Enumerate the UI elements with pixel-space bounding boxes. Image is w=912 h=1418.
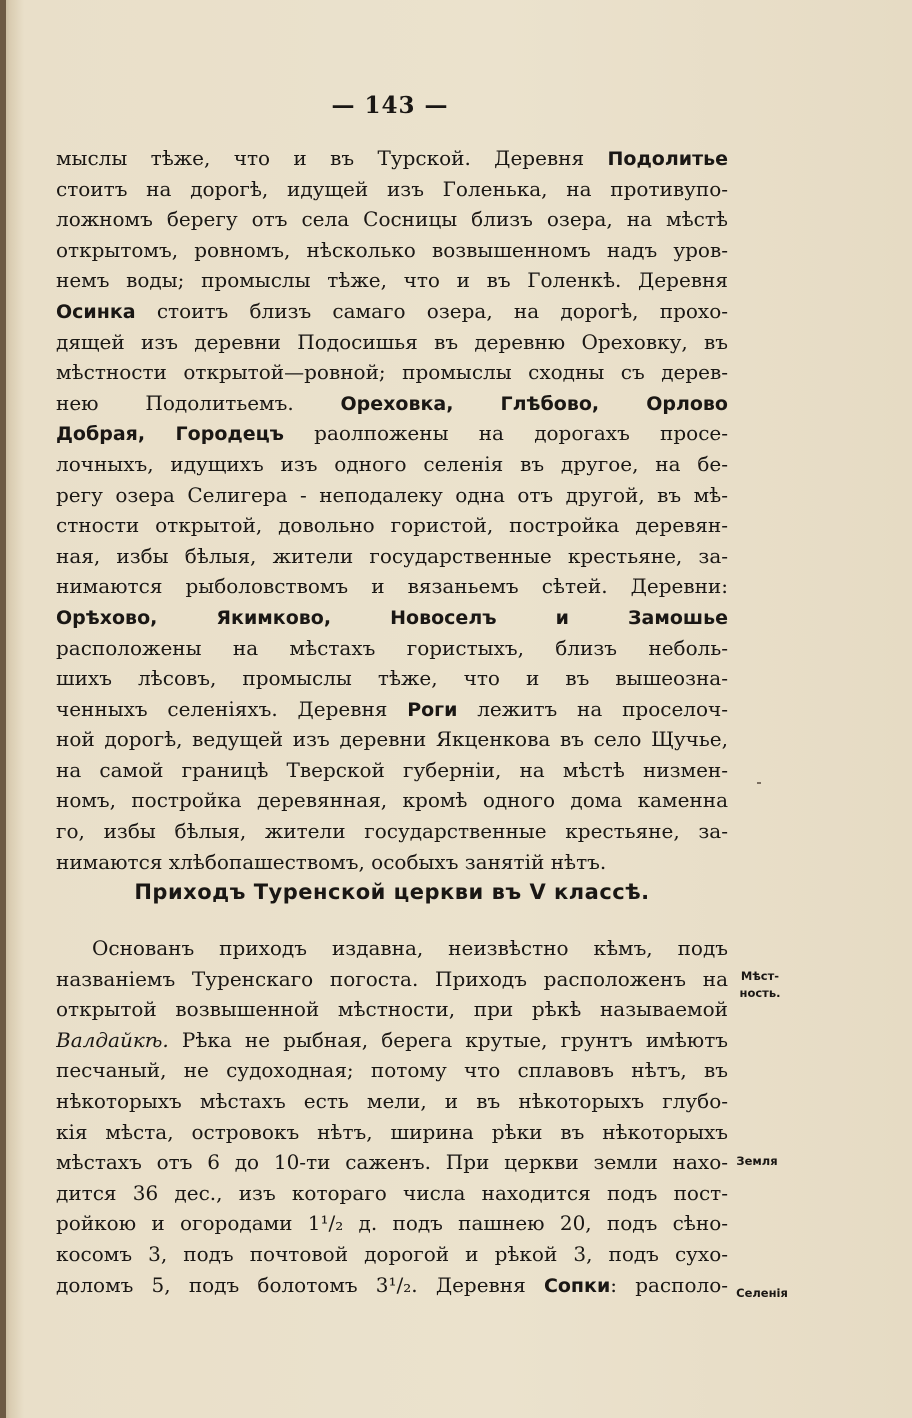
paragraph-parish: [56, 933, 728, 1300]
text-line: стоитъ на дорогѣ, идущей изъ Голенька, на противупо-: [56, 176, 728, 201]
text-line: номъ, постройка деревянная, кромѣ одного дома каменна: [56, 788, 728, 813]
text-line: мыслы тѣже, что и въ Турской. Деревня Подолитье: [56, 146, 728, 170]
village-name: Осинка: [56, 300, 136, 323]
text-line: дится 36 дес., изъ котораго числа находится подъ пост-: [56, 1180, 728, 1205]
village-name: Подолитье: [607, 148, 728, 170]
text-line: мѣстности открытой—ровной; промыслы сходны съ дерев-: [56, 360, 728, 385]
text-line: ная, избы бѣлыя, жители государственные крестьяне, за-: [56, 543, 728, 568]
text-line: доломъ 5, подъ болотомъ 3¹/₂. Деревня Сопки: располо-: [56, 1272, 728, 1297]
text-line: расположены на мѣстахъ гористыхъ, близъ неболь-: [56, 635, 728, 660]
text-line: ройкою и огородами 1¹/₂ д. подъ пашнею 20, подъ сѣно-: [56, 1211, 728, 1236]
village-name: Добрая, Городецъ: [56, 423, 284, 446]
text-line: Осинка стоитъ близъ самаго озера, на дорогѣ, прохо-: [56, 298, 728, 323]
section-heading: Приходъ Туренской церкви въ V классѣ.: [134, 880, 650, 904]
margin-note-settlements: Селенія: [736, 1286, 788, 1300]
text-line: дящей изъ деревни Подосишья въ деревню Ореховку, въ: [56, 329, 728, 354]
village-name: Ореховка, Глѣбово, Орлово: [340, 392, 728, 415]
river-name: Валдайкѣ.: [56, 1027, 169, 1052]
text-line: го, избы бѣлыя, жители государственные крестьяне, за-: [56, 819, 728, 844]
text-line: открытомъ, ровномъ, нѣсколько возвышенномъ надъ уров-: [56, 237, 728, 262]
margin-note-line: ность.: [739, 986, 781, 1000]
page-number: — 143 —: [331, 92, 449, 119]
village-name: Орѣхово, Якимково, Новоселъ и Замошье: [56, 606, 728, 629]
village-name: Сопки: [543, 1274, 611, 1297]
text-line: регу озера Селигера - неподалеку одна отъ другой, въ мѣ-: [56, 482, 728, 507]
text-line: стности открытой, довольно гористой, постройка деревян-: [56, 513, 728, 538]
text-line: мѣстахъ отъ 6 до 10-ти саженъ. При церкви земли нахо-: [56, 1150, 728, 1175]
margin-note-locality: [734, 968, 786, 1002]
text-line: ченныхъ селеніяхъ. Деревня Роги лежитъ на проселоч-: [56, 696, 728, 721]
text-line: песчаный, не судоходная; потому что сплавовъ нѣтъ, въ: [56, 1058, 728, 1083]
text-line: Добрая, Городецъ раолпожены на дорогахъ просе-: [56, 421, 728, 446]
text-line: немъ воды; промыслы тѣже, что и въ Голенкѣ. Деревня: [56, 268, 728, 293]
text-line: [56, 602, 728, 633]
text-line: ной дорогѣ, ведущей изъ деревни Якценкова въ село Щучье,: [56, 727, 728, 752]
village-name: Роги: [407, 698, 458, 721]
text-line: на самой границѣ Тверской губерніи, на мѣстѣ низмен-: [56, 757, 728, 782]
paragraph-villages: [56, 143, 728, 877]
page-binding-edge: [0, 0, 6, 1418]
text-line: нѣкоторыхъ мѣстахъ есть мели, и въ нѣкоторыхъ глубо-: [56, 1088, 728, 1113]
text-line: Основанъ приходъ издавна, неизвѣстно кѣмъ, подъ: [92, 936, 728, 960]
text-line: косомъ 3, подъ почтовой дорогой и рѣкой 3, подъ сухо-: [56, 1241, 728, 1266]
ink-mark: [757, 782, 761, 784]
text-line: шихъ лѣсовъ, промыслы тѣже, что и въ вышеозна-: [56, 666, 728, 691]
text-line: ложномъ берегу отъ села Сосницы близъ озера, на мѣстѣ: [56, 207, 728, 232]
text-line: Валдайкѣ. Рѣка не рыбная, берега крутые, грунтъ имѣютъ: [56, 1027, 728, 1052]
text-line: открытой возвышенной мѣстности, при рѣкѣ называемой: [56, 997, 728, 1022]
margin-note-line: Мѣст-: [740, 969, 780, 983]
text-line: нимаются хлѣбопашествомъ, особыхъ занятій нѣтъ.: [56, 849, 607, 874]
text-line: нимаются рыболовствомъ и вязаньемъ сѣтей. Деревни:: [56, 574, 728, 599]
text-line: названіемъ Туренскаго погоста. Приходъ расположенъ на: [56, 966, 728, 991]
text-line: кія мѣста, островокъ нѣтъ, ширина рѣки въ нѣкоторыхъ: [56, 1119, 728, 1144]
text-line: нею Подолитьемъ. Ореховка, Глѣбово, Орлово: [56, 390, 728, 415]
text-line: лочныхъ, идущихъ изъ одного селенія въ другое, на бе-: [56, 451, 728, 476]
margin-note-land: Земля: [736, 1154, 778, 1168]
